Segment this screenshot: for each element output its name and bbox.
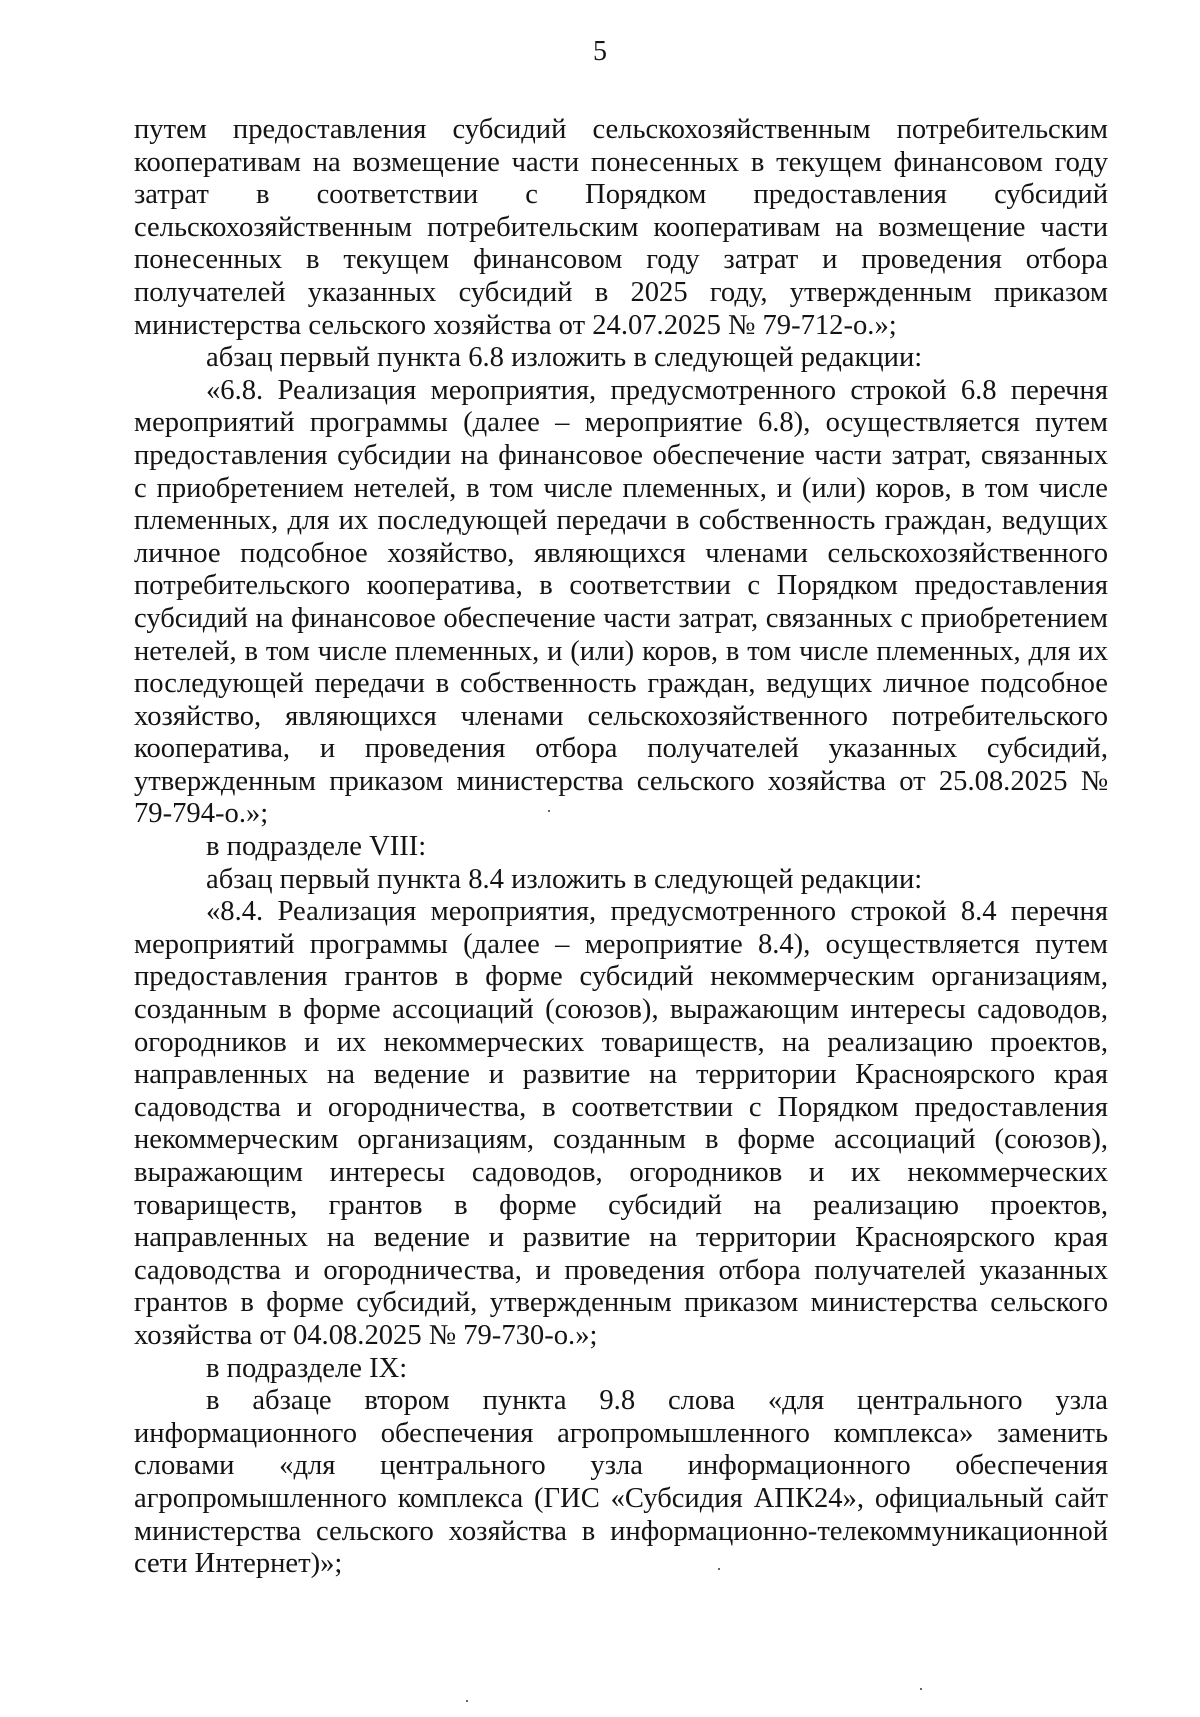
paragraph-continuation: путем предоставления субсидий сельскохозяйственным потребительским кооперативам на возмещение части понесенных в текущем финансовом году затрат в соответствии с Порядком предоставления субсидий сельскохозяйственным потребительским кооперативам на возмещение части понесенных в текущем финансовом году затрат и проведения отбора получателей указанных субсидий в 2025 году, утвержденным приказом министерства сельского хозяйства от 24.07.2025 № 79-712-о.»;: [134, 114, 1108, 341]
page-number: 5: [593, 36, 607, 67]
scan-speck: [466, 1700, 468, 1702]
scan-speck: [718, 1568, 720, 1570]
paragraph-item-6-8: «6.8. Реализация мероприятия, предусмотренного строкой 6.8 перечня мероприятий программы (далее – мероприятие 6.8), осуществляется путем предоставления субсидии на финансовое обеспечение части затрат, связанных с приобретением нетелей, в том числе племенных, и (или) коров, в том числе племенных, для их последующей передачи в собственность граждан, ведущих личное подсобное хозяйство, являющихся членами сельскохозяйственного потребительского кооператива, в соответствии с Порядком предоставления субсидий на финансовое обеспечение части затрат, связанных с приобретением нетелей, в том числе племенных, и (или) коров, в том числе племенных, для их последующей передачи в собственность граждан, ведущих личное подсобное хозяйство, являющихся членами сельскохозяйственного потребительского кооператива, и проведения отбора получателей указанных субсидий, утвержденным приказом министерства сельского хозяйства от 25.08.2025 № 79-794-о.»;: [134, 374, 1108, 830]
document-body: [134, 114, 1108, 1581]
paragraph-subsection-ix: в подразделе IX:: [206, 1352, 408, 1384]
paragraph-item-8-4: «8.4. Реализация мероприятия, предусмотренного строкой 8.4 перечня мероприятий программы (далее – мероприятие 8.4), осуществляется путем предоставления грантов в форме субсидий некоммерческим организациям, созданным в форме ассоциаций (союзов), выражающим интересы садоводов, огородников и их некоммерческих товариществ, на реализацию проектов, направленных на ведение и развитие на территории Красноярского края садоводства и огородничества, в соответствии с Порядком предоставления некоммерческим организациям, созданным в форме ассоциаций (союзов), выражающим интересы садоводов, огородников и их некоммерческих товариществ, грантов в форме субсидий на реализацию проектов, направленных на ведение и развитие на территории Красноярского края садоводства и огородничества, и проведения отбора получателей указанных грантов в форме субсидий, утвержденным приказом министерства сельского хозяйства от 04.08.2025 № 79-730-о.»;: [134, 896, 1108, 1351]
scan-speck: [920, 1688, 922, 1690]
paragraph-item-9-8: в абзаце втором пункта 9.8 слова «для центрального узла информационного обеспечения агропромышленного комплекса» заменить словами «для центрального узла информационного обеспечения агропромышленного комплекса (ГИС «Субсидия АПК24», официальный сайт министерства сельского хозяйства в информационно-телекоммуникационной сети Интернет)»;: [134, 1385, 1108, 1580]
scan-speck: [548, 810, 550, 812]
paragraph-amendment-6-8-intro: абзац первый пункта 6.8 изложить в следующей редакции:: [206, 342, 923, 374]
paragraph-amendment-8-4-intro: абзац первый пункта 8.4 изложить в следующей редакции:: [206, 863, 923, 895]
paragraph-subsection-viii: в подразделе VIII:: [206, 831, 427, 863]
